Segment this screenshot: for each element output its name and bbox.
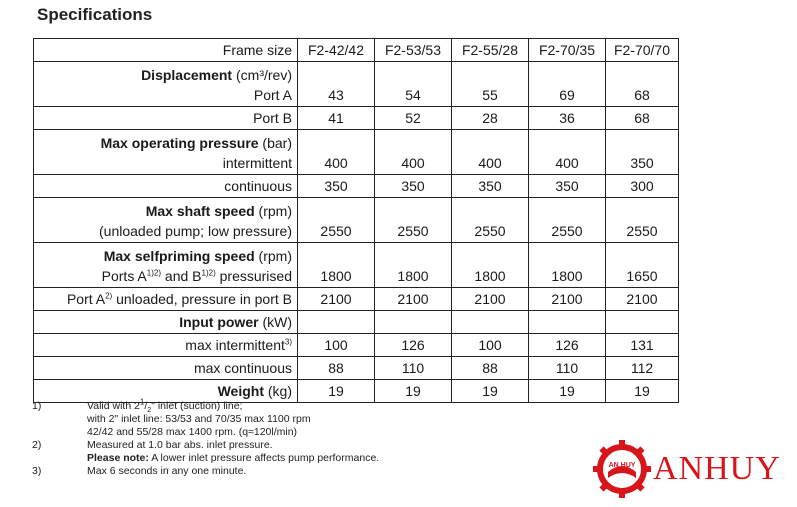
logo-text: ANHUY: [653, 450, 781, 487]
footnote-number: 2): [32, 439, 42, 451]
footnote-ref: 3): [284, 337, 292, 347]
table-cell: 1800: [529, 243, 606, 288]
footnote-ref: 2): [105, 291, 113, 301]
table-cell: 400: [375, 130, 452, 175]
row-heading: Displacement: [141, 67, 233, 83]
table-cell: 88: [298, 357, 375, 380]
footnote-text: Measured at 1.0 bar abs. inlet pressure.: [87, 439, 273, 451]
row-unit: (bar): [258, 135, 292, 151]
row-label: max continuous: [34, 357, 298, 380]
footnote-ref: 1)2): [146, 268, 162, 278]
anhuy-logo: [591, 438, 791, 500]
table-cell: 2100: [606, 288, 679, 311]
table-cell: 19: [452, 380, 529, 403]
table-cell: 350: [452, 175, 529, 198]
table-cell: 400: [529, 130, 606, 175]
table-row: [34, 311, 679, 334]
specifications-table: [33, 38, 679, 403]
max-intermittent-label: [34, 334, 298, 357]
table-cell: 350: [606, 130, 679, 175]
max-selfpriming-speed-label: [34, 243, 298, 288]
table-cell: 126: [529, 334, 606, 357]
table-cell: 2100: [452, 288, 529, 311]
table-row: [34, 62, 679, 107]
row-sublabel: max intermittent: [185, 337, 285, 353]
table-row: [34, 357, 679, 380]
footnote-text: Max 6 seconds in any one minute.: [87, 465, 247, 477]
row-unit: (kW): [258, 314, 292, 330]
row-unit: (cm³/rev): [232, 67, 292, 83]
footnote-text: [87, 452, 379, 464]
table-cell: 19: [606, 380, 679, 403]
table-cell: 2550: [375, 198, 452, 243]
row-heading: Max operating pressure: [100, 135, 259, 151]
row-heading: Weight: [217, 383, 264, 399]
table-cell: 1800: [375, 243, 452, 288]
row-label: continuous: [34, 175, 298, 198]
row-sublabel: (unloaded pump; low pressure): [99, 223, 292, 239]
table-cell: 2550: [298, 198, 375, 243]
table-cell: 400: [298, 130, 375, 175]
table-cell: 100: [298, 334, 375, 357]
table-cell: 69: [529, 62, 606, 107]
table-cell: [606, 311, 679, 334]
fraction-numerator: 1: [139, 397, 145, 407]
table-cell: 88: [452, 357, 529, 380]
table-cell: 36: [529, 107, 606, 130]
table-cell: 1650: [606, 243, 679, 288]
footnote-fragment: A lower inlet pressure affects pump performance.: [148, 452, 380, 464]
table-cell: 19: [375, 380, 452, 403]
unloaded-text: unloaded, pressure in port B: [112, 291, 292, 307]
table-cell: 2550: [606, 198, 679, 243]
row-label: Port B: [34, 107, 298, 130]
model-header: F2-70/35: [529, 39, 606, 62]
model-header: F2-55/28: [452, 39, 529, 62]
footnote-ref: 1)2): [201, 268, 216, 278]
row-unit: (kg): [264, 383, 292, 399]
and-b-text: and B: [161, 268, 202, 284]
page-title: Specifications: [37, 5, 153, 24]
displacement-label: [34, 62, 298, 107]
table-cell: 43: [298, 62, 375, 107]
table-header-row: [34, 39, 679, 62]
table-cell: 1800: [298, 243, 375, 288]
table-cell: 131: [606, 334, 679, 357]
table-cell: 112: [606, 357, 679, 380]
footnote-text: [87, 397, 243, 415]
footnote-fragment: " inlet (suction) line;: [151, 400, 243, 412]
model-header: F2-70/70: [606, 39, 679, 62]
pressurised-text: pressurised: [215, 268, 292, 284]
table-cell: [452, 311, 529, 334]
gear-logo-icon: [591, 438, 653, 500]
table-cell: 400: [452, 130, 529, 175]
model-header: F2-53/53: [375, 39, 452, 62]
logo-badge-text: AN HUY: [608, 462, 636, 469]
table-cell: 2550: [529, 198, 606, 243]
input-power-label: [34, 311, 298, 334]
footnote-fragment: Valid with 2: [87, 400, 140, 412]
table-cell: 19: [298, 380, 375, 403]
table-cell: 19: [529, 380, 606, 403]
row-sublabel: [38, 266, 292, 287]
max-operating-pressure-label: [34, 130, 298, 175]
table-row: [34, 198, 679, 243]
table-cell: 2550: [452, 198, 529, 243]
row-heading: Max shaft speed: [145, 203, 255, 219]
table-row: [34, 288, 679, 311]
table-cell: [529, 311, 606, 334]
table-cell: 300: [606, 175, 679, 198]
table-cell: 55: [452, 62, 529, 107]
row-sublabel: intermittent: [222, 155, 292, 171]
table-cell: 2100: [375, 288, 452, 311]
table-cell: 28: [452, 107, 529, 130]
fraction-slash: /: [144, 400, 148, 412]
fraction-denominator: 2: [147, 407, 152, 415]
table-cell: 54: [375, 62, 452, 107]
table-cell: 68: [606, 107, 679, 130]
footnote-text: with 2" inlet line: 53/53 and 70/35 max 1100 rpm: [87, 413, 311, 425]
port-a-unloaded-label: [34, 288, 298, 311]
row-unit: (rpm): [254, 203, 292, 219]
row-sublabel: Port A: [253, 87, 292, 103]
footnote-text: 42/42 and 55/28 max 1400 rpm. (q≈120l/min): [87, 426, 298, 438]
table-row: [34, 334, 679, 357]
footnote-number: 1): [32, 400, 42, 412]
table-cell: 2100: [529, 288, 606, 311]
table-row: [34, 130, 679, 175]
table-cell: 41: [298, 107, 375, 130]
max-shaft-speed-label: [34, 198, 298, 243]
table-cell: [375, 311, 452, 334]
row-heading: Input power: [179, 314, 259, 330]
please-note-label: Please note:: [87, 452, 149, 464]
ports-a-text: Ports A: [101, 268, 147, 284]
table-row: [34, 243, 679, 288]
table-cell: 110: [529, 357, 606, 380]
frame-size-label: Frame size: [34, 39, 298, 62]
table-cell: 2100: [298, 288, 375, 311]
table-cell: 350: [298, 175, 375, 198]
table-cell: 52: [375, 107, 452, 130]
table-cell: 350: [529, 175, 606, 198]
row-heading: Max selfpriming speed: [103, 248, 255, 264]
table-cell: 126: [375, 334, 452, 357]
footnote-number: 3): [32, 465, 42, 477]
table-cell: 68: [606, 62, 679, 107]
table-cell: 1800: [452, 243, 529, 288]
port-a-text: Port A: [66, 291, 106, 307]
table-cell: 110: [375, 357, 452, 380]
table-cell: 100: [452, 334, 529, 357]
table-cell: [298, 311, 375, 334]
model-header: F2-42/42: [298, 39, 375, 62]
table-cell: 350: [375, 175, 452, 198]
table-row: [34, 107, 679, 130]
row-unit: (rpm): [254, 248, 292, 264]
table-row: [34, 175, 679, 198]
